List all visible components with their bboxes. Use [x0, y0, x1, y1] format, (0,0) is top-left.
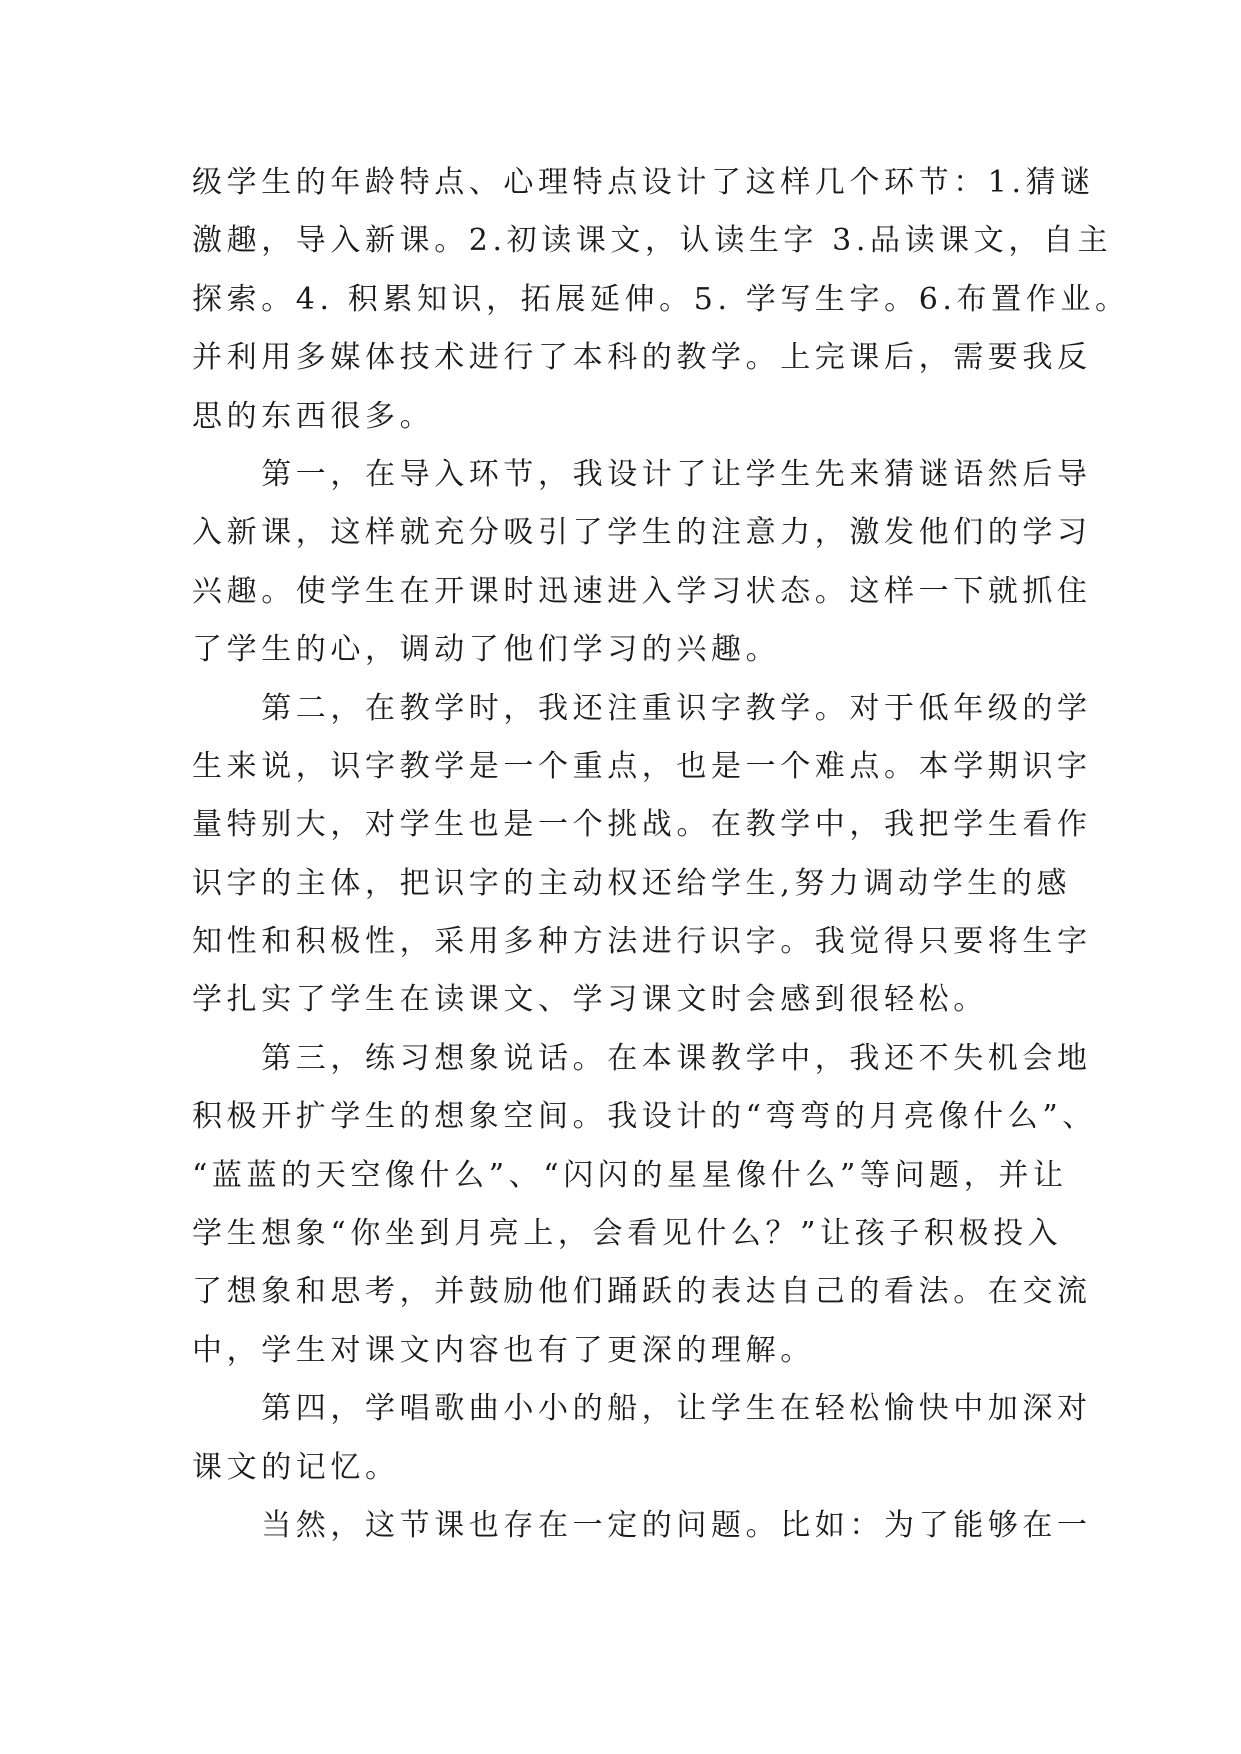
text-line: 入新课，这样就充分吸引了学生的注意力，激发他们的学习: [192, 515, 1092, 551]
text-line: 思的东西很多。: [192, 398, 435, 434]
text-line: 当然，这节课也存在一定的问题。比如：为了能够在一: [192, 1507, 1092, 1543]
text-line: 激趣，导入新课。2.初读课文，认读生字 3.品读课文，自主: [192, 223, 1113, 259]
text-line: 了学生的心，调动了他们学习的兴趣。: [192, 632, 781, 668]
text-line: 积极开扩学生的想象空间。我设计的“弯弯的月亮像什么”、: [192, 1099, 1097, 1135]
text-line: 量特别大，对学生也是一个挑战。在教学中，我把学生看作: [192, 807, 1092, 843]
text-line: 学扎实了学生在读课文、学习课文时会感到很轻松。: [192, 982, 988, 1018]
text-line: 并利用多媒体技术进行了本科的教学。上完课后，需要我反: [192, 340, 1092, 376]
text-line: 课文的记忆。: [192, 1449, 400, 1485]
text-line: 生来说，识字教学是一个重点，也是一个难点。本学期识字: [192, 748, 1092, 784]
text-line: 第四，学唱歌曲小小的船，让学生在轻松愉快中加深对: [192, 1391, 1092, 1427]
body-text: [192, 154, 1130, 1555]
text-line: 探索。4. 积累知识，拓展延伸。5. 学写生字。6.布置作业。: [192, 281, 1130, 317]
text-line: 学生想象“你坐到月亮上，会看见什么？”让孩子积极投入: [192, 1216, 1063, 1252]
text-line: 了想象和思考，并鼓励他们踊跃的表达自己的看法。在交流: [192, 1274, 1092, 1310]
text-line: “蓝蓝的天空像什么”、“闪闪的星星像什么”等问题，并让: [192, 1157, 1068, 1193]
text-line: 知性和积极性，采用多种方法进行识字。我觉得只要将生字: [192, 924, 1092, 960]
text-line: 兴趣。使学生在开课时迅速进入学习状态。这样一下就抓住: [192, 573, 1092, 609]
text-line: 第一，在导入环节，我设计了让学生先来猜谜语然后导: [192, 456, 1092, 492]
text-line: 识字的主体，把识字的主动权还给学生,努力调动学生的感: [192, 865, 1072, 901]
text-line: 第三，练习想象说话。在本课教学中，我还不失机会地: [192, 1040, 1092, 1076]
text-line: 中，学生对课文内容也有了更深的理解。: [192, 1332, 815, 1368]
text-line: 第二，在教学时，我还注重识字教学。对于低年级的学: [192, 690, 1092, 726]
text-line: 级学生的年龄特点、心理特点设计了这样几个环节：1.猜谜: [192, 165, 1095, 200]
